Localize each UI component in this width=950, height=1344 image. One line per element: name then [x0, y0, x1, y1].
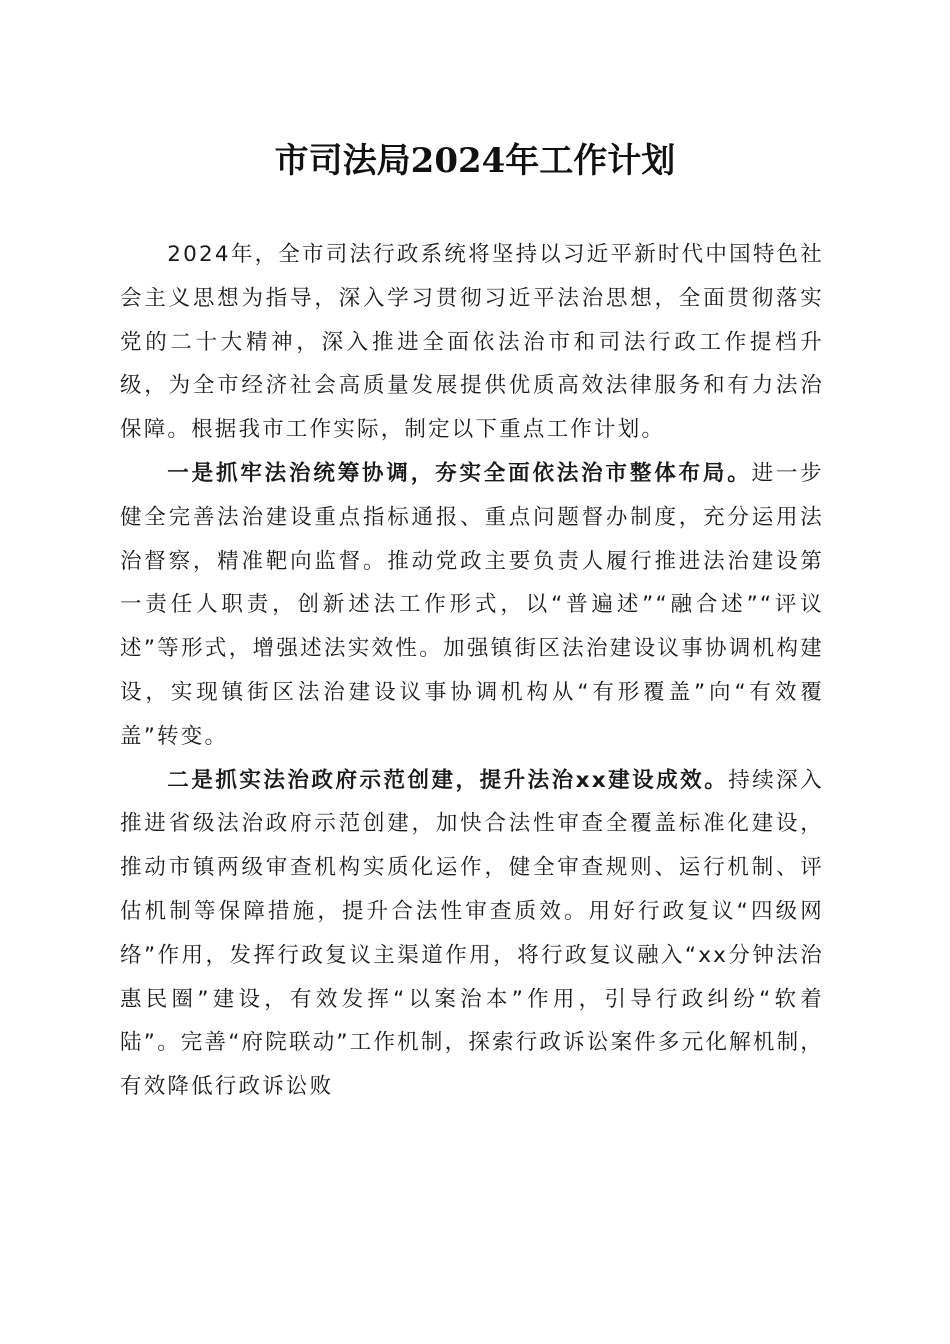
intro-paragraph: 2024年，全市司法行政系统将坚持以习近平新时代中国特色社会主义思想为指导，深入学习贯彻习近平法治思想，全面贯彻落实党的二十大精神，深入推进全面依法治市和司法行政工作提档升级，为全市经济社会高质量发展提供优质高效法律服务和有力法治保障。根据我市工作实际，制定以下重点工作计划。: [120, 242, 824, 443]
section-1-lead: 一是抓牢法治统筹协调，夯实全面依法治市整体布局。: [167, 460, 752, 486]
document-title: 市司法局2024年工作计划: [274, 141, 676, 181]
section-2-lead: 二是抓实法治政府示范创建，提升法治xx建设成效。: [167, 767, 729, 793]
section-paragraph-1: [120, 452, 824, 759]
section-1-text: 进一步健全完善法治建设重点指标通报、重点问题督办制度，充分运用法治督察，精准靶向监督。推动党政主要负责人履行推进法治建设第一责任人职责，创新述法工作形式，以“普遍述”“融合述”“评议述”等形式，增强述法实效性。加强镇街区法治建设议事协调机构建设，实现镇街区法治建设议事协调机构从“有形覆盖”向“有效覆盖”转变。: [120, 460, 824, 749]
section-2-text: 持续深入推进省级法治政府示范创建，加快合法性审查全覆盖标准化建设，推动市镇两级审查机构实质化运作，健全审查规则、运行机制、评估机制等保障措施，提升合法性审查质效。用好行政复议“四级网络”作用，发挥行政复议主渠道作用，将行政复议融入“xx分钟法治惠民圈”建设，有效发挥“以案治本”作用，引导行政纠纷“软着陆”。完善“府院联动”工作机制，探索行政诉讼案件多元化解机制，有效降低行政诉讼败: [120, 767, 824, 1100]
document-body: [120, 233, 824, 1109]
section-paragraph-2: [120, 759, 824, 1109]
